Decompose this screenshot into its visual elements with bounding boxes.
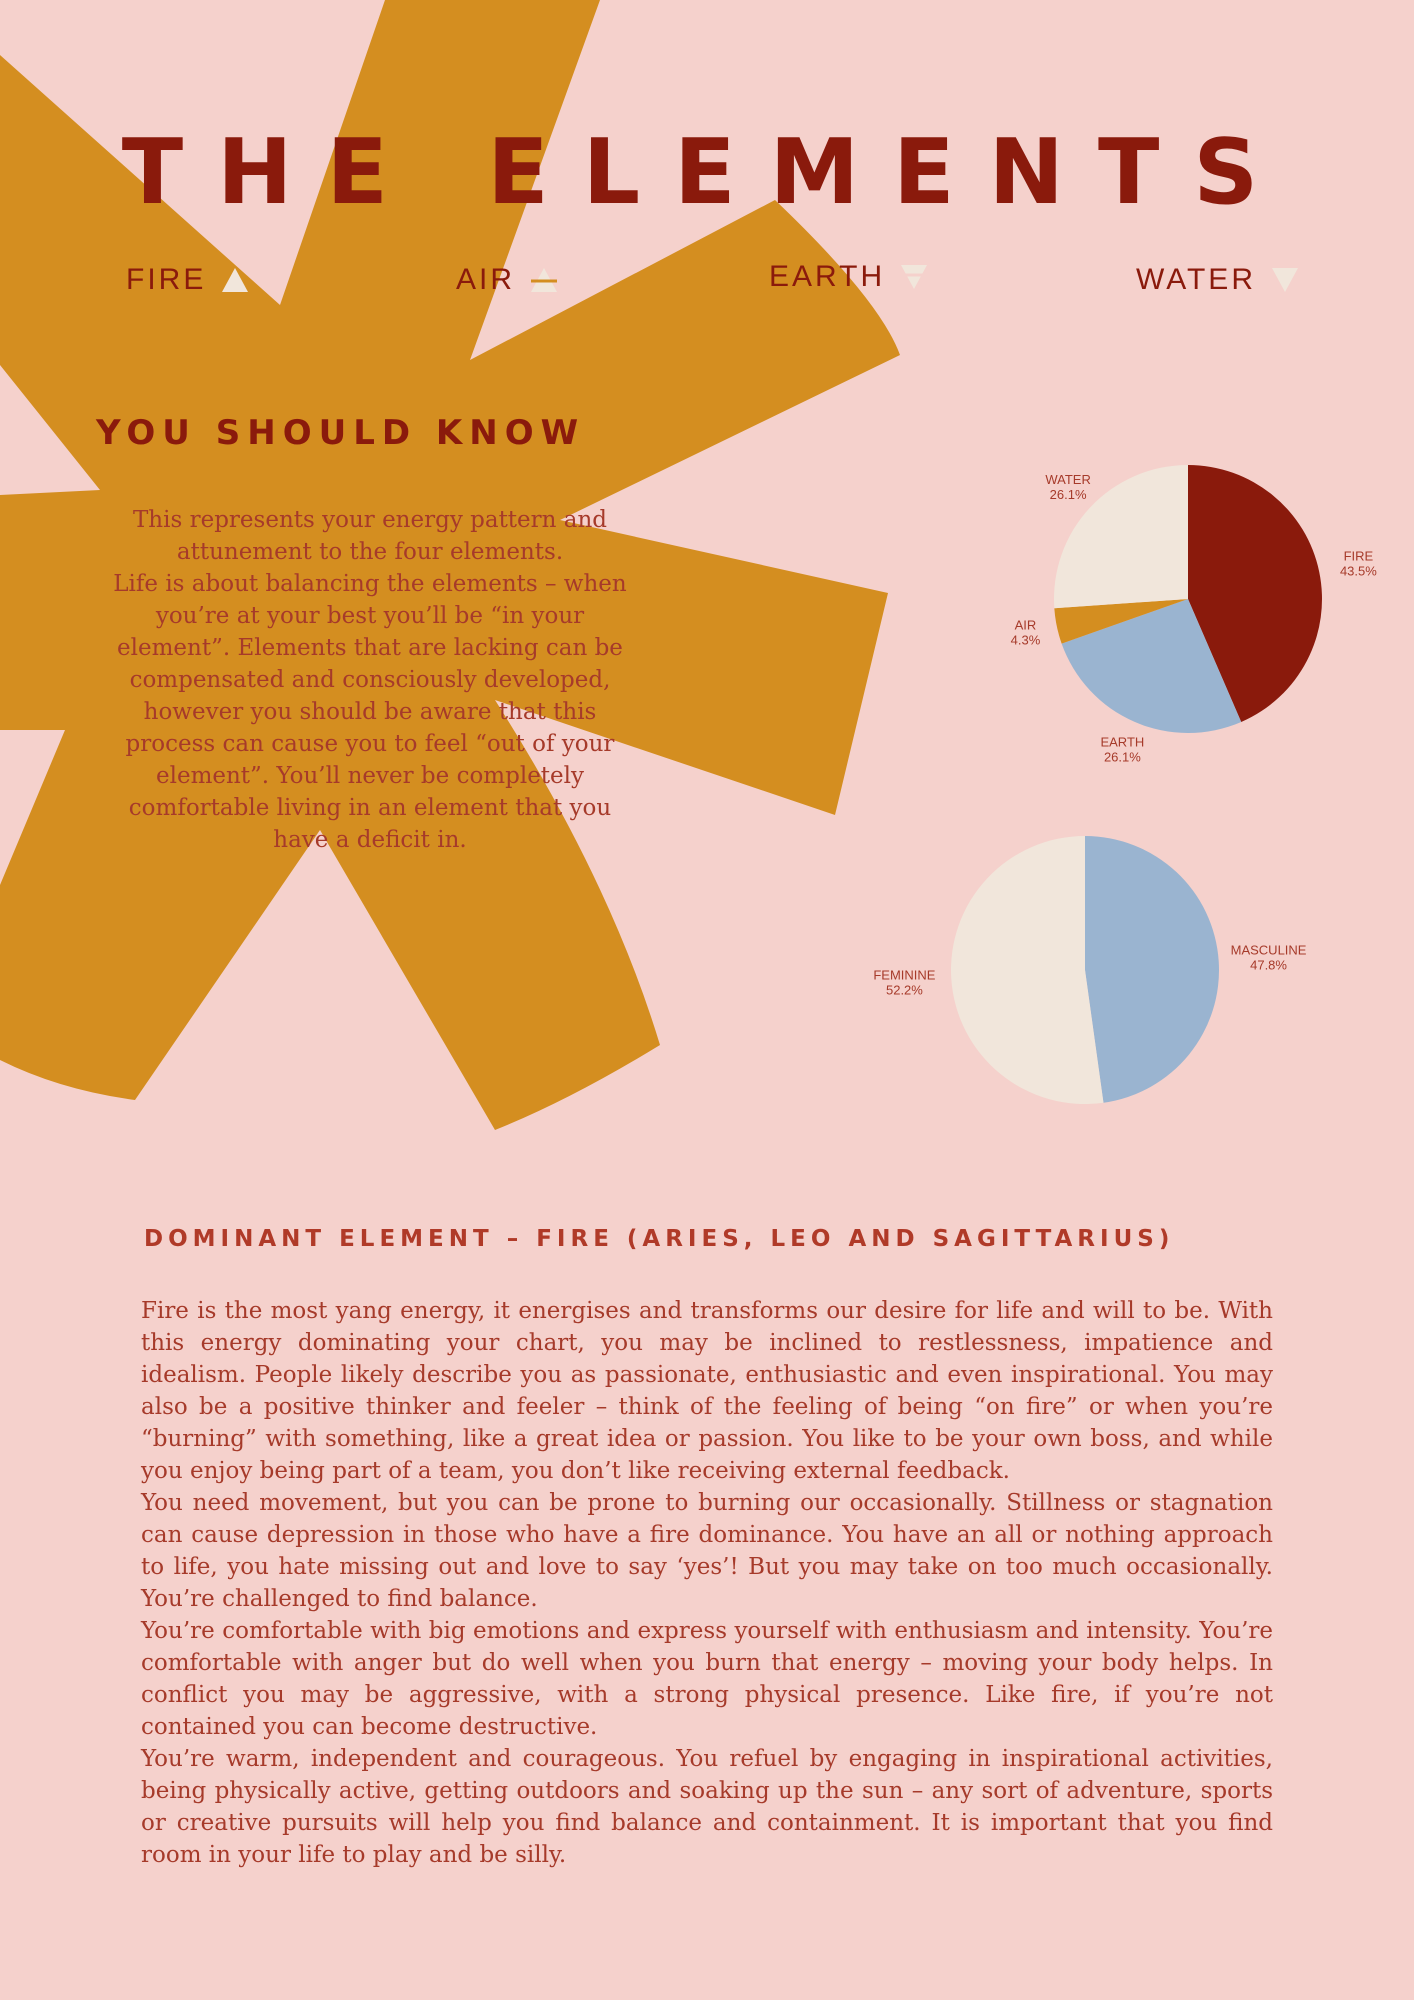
slice-value-fire: 43.5% [1339,563,1377,579]
element-label-earth [769,260,929,294]
element-name: WATER [1136,263,1256,296]
fire-triangle-icon [220,266,250,294]
slice-label-fire: FIRE [1343,548,1374,564]
section-heading-dominant-element: DOMINANT ELEMENT – FIRE (ARIES, LEO AND SAGITTARIUS) [144,1226,1175,1252]
slice-label-feminine: FEMININE [873,967,936,983]
water-triangle-icon [1270,266,1300,294]
paragraph: This represents your energy pattern and attunement to the four elements. [132,507,608,565]
paragraph: You’re comfortable with big emotions and express yourself with enthusiasm and intensity. You’re comfortable with anger but do well when you burn that energy – moving your body helps. In conflict you may be aggressive, with a strong physical presence. Like fire, if you’re not contained you can become destructive. [141,1618,1273,1740]
slice-value-masculine: 47.8% [1250,957,1287,973]
paragraph: Life is about balancing the elements – when you’re at your best you’ll be “in your element”. Elements that are lacking can be compensated and consciously developed, however you should be aware that this process can cause you to feel “out of your element”. You’ll never be completely comfortable living in an element that you have a deficit in. [113,571,627,853]
pie-slice-masculine [1085,836,1219,1103]
paragraph: Fire is the most yang energy, it energises and transforms our desire for life and will to be. With this energy dominating your chart, you may be inclined to restlessness, impatience and idealism. People likely describe you as passionate, enthusiastic and even inspirational. You may also be a positive thinker and feeler – think of the feeling of being “on fire” or when you’re “burning” with something, like a great idea or passion. You like to be your own boss, and while you enjoy being part of a team, you don’t like receiving external feedback. [141,1298,1273,1484]
element-name: FIRE [126,263,207,296]
element-label-water [1136,263,1300,297]
earth-triangle-icon [899,263,929,291]
pie-slice-feminine [951,836,1103,1104]
slice-value-feminine: 52.2% [885,982,923,998]
page-title: THE ELEMENTS [121,120,1293,225]
slice-value-water: 26.1% [1049,487,1087,503]
you-should-know-text [104,504,636,856]
section-heading-you-should-know: YOU SHOULD KNOW [96,413,586,453]
element-label-fire [126,263,250,297]
slice-label-masculine: MASCULINE [1230,942,1307,958]
elements-pie-chart [990,450,1390,780]
slice-value-earth: 26.1% [1103,749,1141,765]
element-name: EARTH [769,260,886,293]
slice-label-earth: EARTH [1100,734,1145,750]
masculine-feminine-pie-chart [870,820,1310,1110]
slice-label-water: WATER [1045,472,1091,488]
slice-value-air: 4.3% [1010,632,1041,648]
element-name: AIR [456,263,516,296]
slice-label-air: AIR [1014,617,1037,633]
air-triangle-icon [529,266,559,294]
paragraph: You’re warm, independent and courageous. You refuel by engaging in inspirational activities, being physically active, getting outdoors and soaking up the sun – any sort of adventure, sports or creative pursuits will help you find balance and containment. It is important that you find room in your life to play and be silly. [141,1746,1273,1868]
element-label-air [456,263,559,297]
paragraph: You need movement, but you can be prone to burning our occasionally. Stillness or stagnation can cause depression in those who have a fire dominance. You have an all or nothing approach to life, you hate missing out and love to say ‘yes’! But you may take on too much occasionally. You’re challenged to find balance. [141,1490,1273,1612]
dominant-element-text [141,1295,1273,1871]
